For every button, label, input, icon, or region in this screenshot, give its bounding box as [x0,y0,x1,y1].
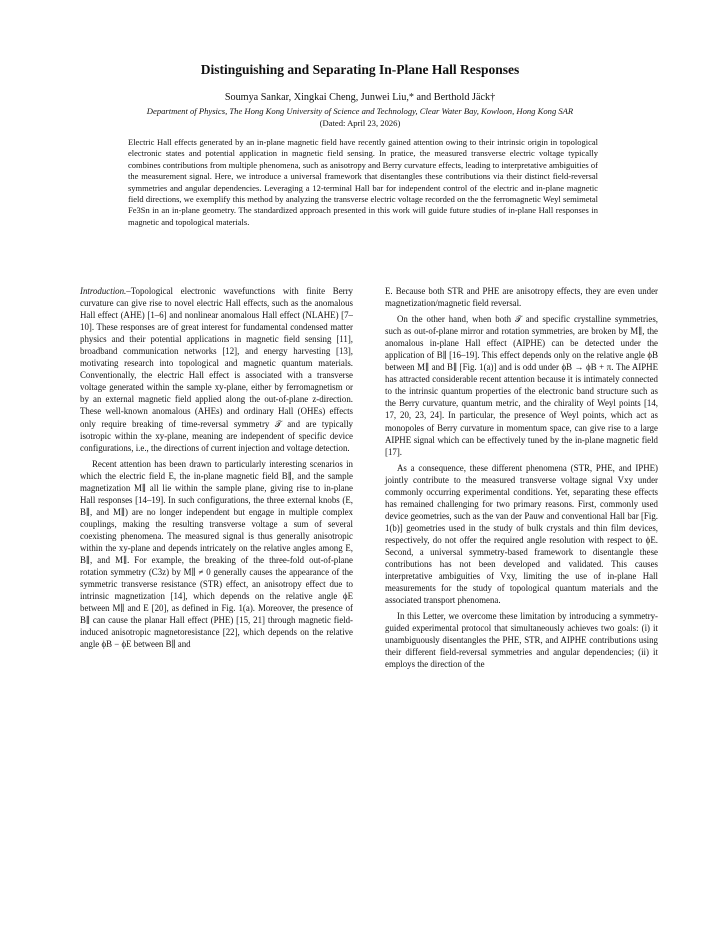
paragraph: Recent attention has been drawn to particularly interesting scenarios in which the electric field E, the in-plane magnetic field B∥, and the sample magnetization M∥ all lie within the sample plane, giving rise to in-plane Hall responses [14–19]. In such configurations, the three external knobs (E, B∥, and M∥) are no longer independent but engage in multiple complex couplings, making the resulting transverse voltage a sum of several coexisting phenomena. The measured signal is thus generally anisotropic within the xy-plane and depends intricately on the relative angles among E, B∥, and M∥. For example, the breaking of the three-fold out-of-plane rotation symmetry (C3z) by M∥ ≠ 0 generally causes the appearance of the symmetric transverse resistance (STR) effect, an anisotropy effect due to intrinsic magnetization [14], which depends on the relative angle ϕE between M∥ and E [20], as defined in Fig. 1(a). Moreover, the presence of B∥ can cause the planar Hall effect (PHE) [15, 21] through magnetic field-induced anisotropic magnetoresistance [22], which depends on the relative angle ϕB − ϕE between B∥ and [80,458,353,650]
paragraph-introduction [80,285,353,454]
introduction-text: –Topological electronic wavefunctions with finite Berry curvature can give rise to novel electric Hall effects, such as the anomalous Hall effect (AHE) [1–6] and nonlinear anomalous Hall effect (NLAHE) [7–10]. These responses are of great interest for fundamental condensed matter physics and their potential applications in magnetic field sensing [11], broadband communication networks [12], and energy harvesting [13], motivating research into topological and magnetic quantum materials. Conventionally, the electric Hall effect is associated with a transverse voltage generated within the sample xy-plane, either by ferromagnetism or by an external magnetic field applied along the out-of-plane z-direction. These well-known anomalous (AHEs) and ordinary Hall (OHEs) effects only require breaking of time-reversal symmetry 𝒯 and are typically isotropic within the xy-plane, meaning are independent of specific device configurations, i.e., the directions of current injection and voltage detection. [80,286,353,453]
affiliation: Department of Physics, The Hong Kong University of Science and Technology, Clear Water Bay, Kowloon, Hong Kong SAR [146,106,574,116]
paragraph: In this Letter, we overcome these limitation by introducing a symmetry-guided experimental protocol that simultaneously achieves two goals: (i) it unambiguously disentangles the PHE, STR, and AIPHE contributions using their different field-reversal symmetries and angular dependencies; (ii) it employs the direction of the [385,611,658,670]
author-list: Soumya Sankar, Xingkai Cheng, Junwei Liu,* and Berthold Jäck† [224,92,496,103]
paragraph: E. Because both STR and PHE are anisotropy effects, they are even under magnetization/magnetic field reversal. [385,286,658,309]
paragraph: As a consequence, these different phenomena (STR, PHE, and IPHE) jointly contribute to the measured transverse voltage signal Vxy under commonly occurring experimental conditions. Yet, separating these effects has remained challenging for two primary reasons. First, commonly used device geometries, such as the van der Pauw and conventional Hall bar [Fig. 1(b)] geometries used in the study of bulk crystals and thin film devices, respectively, do not offer the required angle resolution with respect to ϕE. Second, a universal symmetry-based framework to disentangle these contributions has not been developed and validated. This causes interpretative ambiguities of Vxy, limiting the use of in-plane Hall measurements for the study of topological quantum materials and the associated transport phenomena. [385,462,658,606]
arxiv-sidebar [12,225,46,665]
body-column-right [385,285,658,674]
paper-title: Distinguishing and Separating In-Plane Hall Responses [200,62,520,77]
abstract: Electric Hall effects generated by an in-plane magnetic field have recently gained attention owing to their intrinsic origin in topological electronic states and potential application in magnetic field sensing. In pratice, the measured transverse electric voltage typically combines contributions from multiple phenomena, such as anisotropy and Berry curvature effects, leading to interpretative ambiguities of the measurement signal. Here, we introduce a universal framework that disentangles these contributions via their distinct field-reversal symmetries and angular dependencies. Leveraging a 12-terminal Hall bar for independent control of the electric and in-plane magnetic field directions, we exemplify this method by analyzing the transverse electric voltage recorded on the the ferromagnetic Weyl semimetal Fe3Sn in an in-plane geometry. The standardized approach presented in this work will guide future studies of in-plane Hall responses in magnetic and topological materials. [128,137,598,227]
body-column-left [80,285,353,654]
date-line: (Dated: April 23, 2026) [319,118,401,128]
introduction-lead: Introduction. [80,286,127,296]
paragraph: On the other hand, when both 𝒯 and specific crystalline symmetries, such as out-of-plane mirror and rotation symmetries, are broken by M∥, the anomalous in-plane Hall effect (AIPHE) can be detected under the application of B∥ [16–19]. This effect depends only on the relative angle ϕB between M∥ and B∥ [Fig. 1(a)] and is odd under ϕB → ϕB + π. The AIPHE has attracted considerable recent attention because it is intimately connected to the intrinsic quantum properties of the electronic band structure such as the Berry curvature, quantum metric, and the chirality of Weyl points [14, 17, 20, 23, 24]. In particular, the presence of Weyl points, which act as monopoles of Berry curvature in momentum space, can give rise to a large AIPHE signal which can be effectively tuned by the in-plane magnetic field [17]. [385,314,658,457]
